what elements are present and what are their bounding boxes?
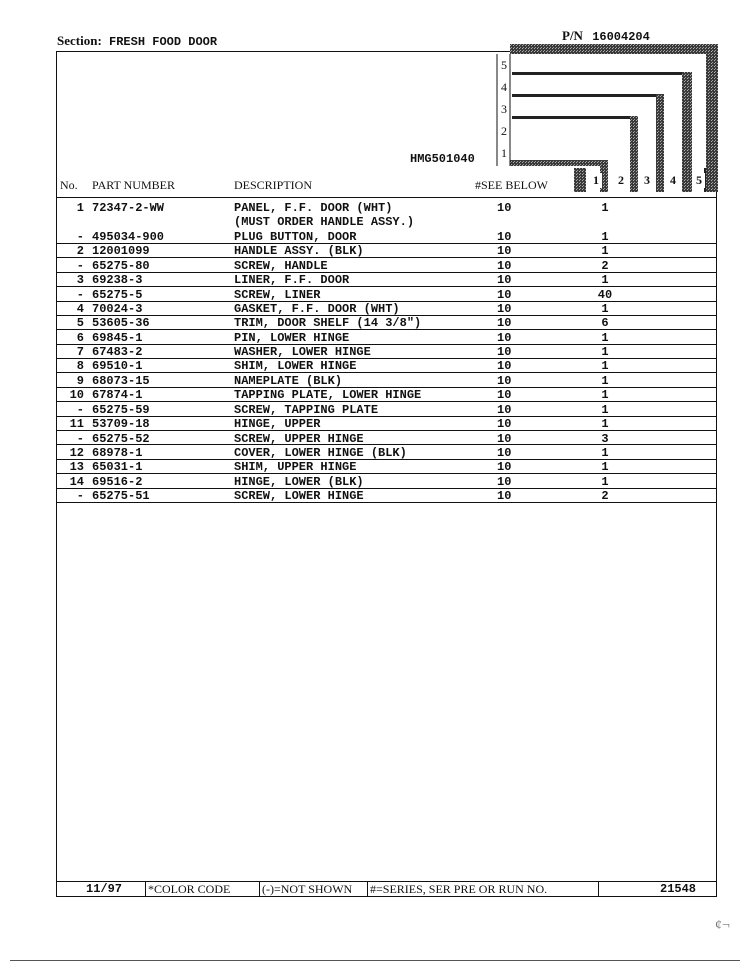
section-label: Section: [57, 33, 102, 48]
series-5-band [510, 44, 718, 54]
row-series: 10 [497, 302, 512, 316]
part-number-header [562, 28, 650, 44]
row-quantity: 6 [601, 316, 609, 330]
row-item-number: 12 [69, 446, 84, 460]
series-box-stack [498, 54, 510, 164]
series-3-drop [656, 94, 664, 192]
row-series: 10 [497, 475, 512, 489]
scan-mark: ¢¬ [715, 918, 730, 933]
row-description: WASHER, LOWER HINGE [234, 345, 371, 359]
series-4-drop [682, 72, 692, 192]
model-number: HMG501040 [410, 152, 475, 166]
series-diagram [490, 44, 718, 196]
series-box-5: 5 [501, 58, 507, 72]
footer-series-note: #=SERIES, SER PRE OR RUN NO. [370, 882, 548, 896]
page-bottom-rule [10, 960, 740, 961]
row-part-number: 69516-2 [92, 475, 143, 489]
col-header-part-number: PART NUMBER [92, 178, 175, 192]
row-quantity: 1 [601, 388, 609, 402]
row-series: 10 [497, 259, 512, 273]
row-part-number: 69845-1 [92, 331, 143, 345]
row-part-number: 65275-52 [92, 432, 150, 446]
row-series: 10 [497, 201, 512, 215]
pn-label: P/N [562, 28, 583, 43]
row-description: (MUST ORDER HANDLE ASSY.) [234, 215, 415, 229]
row-description: SCREW, TAPPING PLATE [234, 403, 379, 417]
row-description: HINGE, LOWER (BLK) [234, 475, 364, 489]
row-quantity: 1 [601, 345, 609, 359]
row-part-number: 65275-80 [92, 259, 150, 273]
row-quantity: 1 [601, 460, 609, 474]
row-series: 10 [497, 403, 512, 417]
row-part-number: 65275-59 [92, 403, 150, 417]
row-series: 10 [497, 489, 512, 503]
row-description: SCREW, HANDLE [234, 259, 328, 273]
row-part-number: 53709-18 [92, 417, 150, 431]
row-quantity: 1 [601, 331, 609, 345]
row-part-number: 12001099 [92, 244, 150, 258]
footer-divider-2 [259, 882, 260, 897]
footer-page-number: 21548 [660, 882, 697, 896]
row-item-number: 8 [76, 359, 84, 373]
row-quantity: 1 [601, 273, 609, 287]
row-description: GASKET, F.F. DOOR (WHT) [234, 302, 400, 316]
row-description: PLUG BUTTON, DOOR [234, 230, 357, 244]
row-description: PIN, LOWER HINGE [234, 331, 350, 345]
row-description: NAMEPLATE (BLK) [234, 374, 343, 388]
series-4-line [512, 72, 686, 75]
row-quantity: 1 [601, 201, 609, 215]
row-part-number: 495034-900 [92, 230, 165, 244]
row-item-number: 13 [69, 460, 84, 474]
row-part-number: 70024-3 [92, 302, 143, 316]
row-series: 10 [497, 273, 512, 287]
row-series: 10 [497, 288, 512, 302]
row-item-number: 4 [76, 302, 84, 316]
row-item-number: - [76, 432, 84, 446]
row-series: 10 [497, 374, 512, 388]
row-description: SCREW, LINER [234, 288, 321, 302]
row-part-number: 65275-51 [92, 489, 150, 503]
series-col-5: 5 [693, 173, 705, 188]
row-part-number: 68073-15 [92, 374, 150, 388]
row-description: HINGE, UPPER [234, 417, 321, 431]
footer-date: 11/97 [86, 882, 123, 896]
row-part-number: 67483-2 [92, 345, 143, 359]
series-box-2: 2 [501, 124, 507, 138]
row-series: 10 [497, 446, 512, 460]
col-header-description: DESCRIPTION [234, 178, 313, 192]
row-part-number: 65031-1 [92, 460, 143, 474]
row-quantity: 1 [601, 403, 609, 417]
row-series: 10 [497, 432, 512, 446]
footer-divider-3 [367, 882, 368, 897]
series-5-drop [706, 44, 718, 192]
row-series: 10 [497, 230, 512, 244]
row-item-number: 11 [69, 417, 84, 431]
row-quantity: 1 [601, 475, 609, 489]
row-description: HANDLE ASSY. (BLK) [234, 244, 364, 258]
row-quantity: 1 [601, 417, 609, 431]
row-item-number: 5 [76, 316, 84, 330]
row-part-number: 69238-3 [92, 273, 143, 287]
series-1-band [510, 160, 606, 166]
series-box-4: 4 [501, 80, 507, 94]
row-quantity: 1 [601, 359, 609, 373]
row-description: SCREW, LOWER HINGE [234, 489, 364, 503]
col-header-see-below: #SEE BELOW [475, 178, 548, 192]
row-series: 10 [497, 359, 512, 373]
row-quantity: 1 [601, 374, 609, 388]
series-3-line [512, 94, 660, 97]
row-quantity: 1 [601, 302, 609, 316]
col-header-no: No. [60, 178, 78, 192]
row-part-number: 68978-1 [92, 446, 143, 460]
series-box-3: 3 [501, 102, 507, 116]
footer-divider-1 [145, 882, 146, 897]
row-quantity: 1 [601, 230, 609, 244]
row-part-number: 72347-2-WW [92, 201, 165, 215]
row-series: 10 [497, 460, 512, 474]
row-series: 10 [497, 244, 512, 258]
series-2-drop [630, 116, 638, 192]
row-part-number: 67874-1 [92, 388, 143, 402]
row-description: COVER, LOWER HINGE (BLK) [234, 446, 407, 460]
row-part-number: 53605-36 [92, 316, 150, 330]
row-series: 10 [497, 345, 512, 359]
row-description: SHIM, UPPER HINGE [234, 460, 357, 474]
row-item-number: 9 [76, 374, 84, 388]
row-item-number: 6 [76, 331, 84, 345]
row-description: SHIM, LOWER HINGE [234, 359, 357, 373]
row-description: TRIM, DOOR SHELF (14 3/8") [234, 316, 422, 330]
series-2-line [512, 116, 634, 119]
row-item-number: - [76, 230, 84, 244]
footer-color-code: *COLOR CODE [148, 882, 231, 896]
row-series: 10 [497, 331, 512, 345]
row-item-number: - [76, 288, 84, 302]
row-item-number: - [76, 489, 84, 503]
row-quantity: 2 [601, 489, 609, 503]
row-series: 10 [497, 388, 512, 402]
series-bottom-shade [574, 168, 586, 192]
row-series: 10 [497, 316, 512, 330]
row-series: 10 [497, 417, 512, 431]
row-description: TAPPING PLATE, LOWER HINGE [234, 388, 422, 402]
row-item-number: 2 [76, 244, 84, 258]
row-item-number: 14 [69, 475, 84, 489]
row-item-number: - [76, 403, 84, 417]
row-item-number: 1 [76, 201, 84, 215]
pn-value: 16004204 [592, 30, 650, 44]
row-description: LINER, F.F. DOOR [234, 273, 350, 287]
row-part-number: 69510-1 [92, 359, 143, 373]
header-rule [56, 197, 717, 198]
section-value: FRESH FOOD DOOR [109, 35, 218, 49]
series-col-2: 2 [615, 173, 627, 188]
series-col-3: 3 [641, 173, 653, 188]
row-description: SCREW, UPPER HINGE [234, 432, 364, 446]
row-quantity: 1 [601, 446, 609, 460]
row-part-number: 65275-5 [92, 288, 143, 302]
row-item-number: 7 [76, 345, 84, 359]
series-box-1: 1 [501, 146, 507, 160]
row-description: PANEL, F.F. DOOR (WHT) [234, 201, 393, 215]
footer-not-shown: (-)=NOT SHOWN [262, 882, 353, 896]
row-item-number: 10 [69, 388, 84, 402]
section-title [57, 33, 217, 49]
row-item-number: 3 [76, 273, 84, 287]
row-quantity: 2 [601, 259, 609, 273]
row-quantity: 1 [601, 244, 609, 258]
row-quantity: 3 [601, 432, 609, 446]
series-col-4: 4 [667, 173, 679, 188]
footer-divider-4 [598, 882, 599, 897]
row-item-number: - [76, 259, 84, 273]
series-col-1: 1 [590, 173, 602, 188]
row-quantity: 40 [597, 288, 613, 302]
